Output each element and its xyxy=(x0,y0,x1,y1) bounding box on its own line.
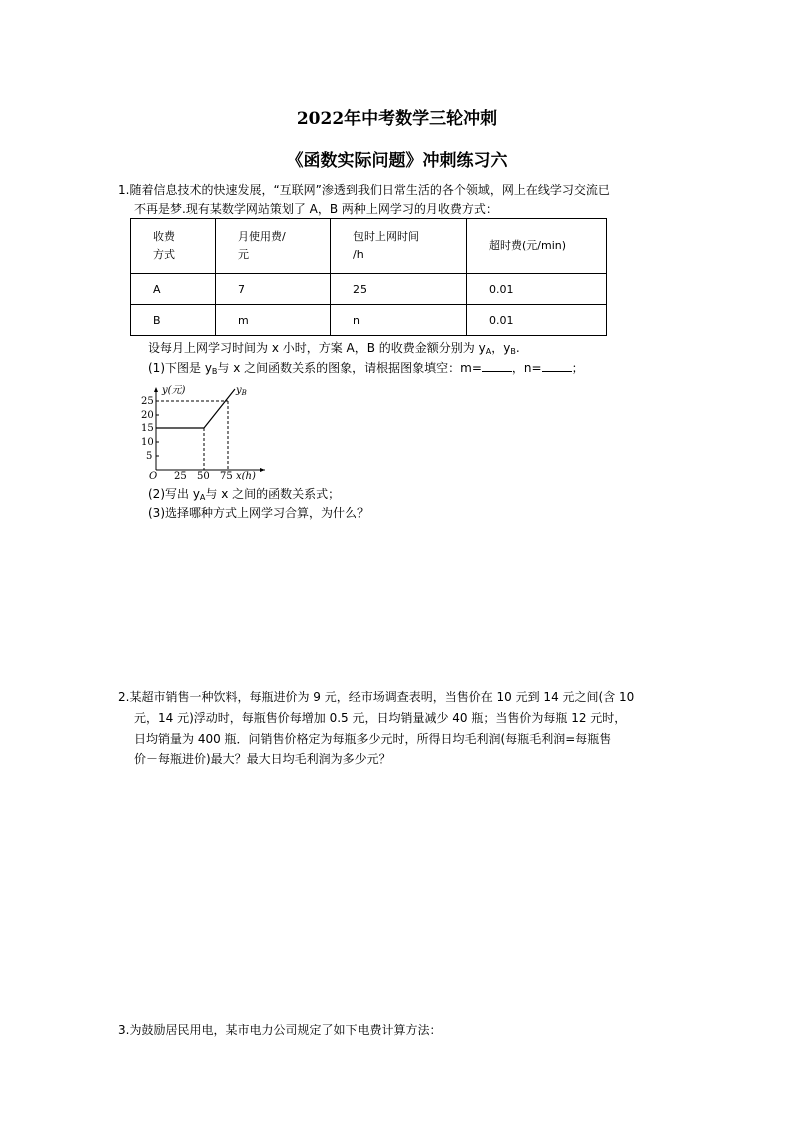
table-cell: m xyxy=(216,305,331,336)
document-subtitle: 《函数实际问题》冲刺练习六 xyxy=(286,151,508,171)
x-axis-label: x(h) xyxy=(236,471,256,480)
table-cell: 7 xyxy=(216,274,331,305)
q2-line4: 价－每瓶进价)最大？最大日均毛利润为多少元？ xyxy=(134,752,391,766)
y-tick-label: 15 xyxy=(141,423,154,434)
q1-setup: 设每月上网学习时间为 x 小时，方案 A，B 的收费金额分别为 $y_A$，$y_B$. xyxy=(148,341,520,356)
table-cell: 0.01 xyxy=(467,274,607,305)
y-tick-label: 5 xyxy=(146,451,153,462)
fee-table xyxy=(130,218,607,336)
table-cell: A xyxy=(131,274,216,305)
answer-blank-n[interactable] xyxy=(542,359,572,372)
table-header-cell: 超时费(元/min) xyxy=(467,219,607,274)
table-cell: n xyxy=(331,305,467,336)
table-row xyxy=(131,305,607,336)
q1-line1: 1.随着信息技术的快速发展，“互联网”渗透到我们日常生活的各个领域，网上在线学习交流已 xyxy=(118,183,610,197)
table-header-row xyxy=(131,219,607,274)
x-tick-label: 25 xyxy=(174,471,187,480)
x-tick-label: 75 xyxy=(220,471,233,480)
table-header-cell: 月使用费/ 元 xyxy=(216,219,331,274)
curve-label: $y_B$ xyxy=(236,385,247,397)
table-row xyxy=(131,274,607,305)
answer-blank-m[interactable] xyxy=(482,359,512,372)
y-tick-label: 10 xyxy=(141,437,154,448)
y-axis-label: y(元) xyxy=(162,385,186,396)
table-cell: B xyxy=(131,305,216,336)
document-title: 2022年中考数学三轮冲刺 xyxy=(296,109,498,129)
origin-label: O xyxy=(149,471,158,480)
q2-line3: 日均销量为 400 瓶．问销售价格定为每瓶多少元时，所得日均毛利润(每瓶毛利润=每瓶售 xyxy=(134,732,612,746)
table-header-cell: 收费 方式 xyxy=(131,219,216,274)
y-tick-label: 20 xyxy=(141,410,154,421)
q2-line1: 2.某超市销售一种饮料，每瓶进价为 9 元，经市场调查表明，当售价在 10 元到 14 元之间(含 10 xyxy=(118,690,635,704)
table-cell: 0.01 xyxy=(467,305,607,336)
q1-part3: (3)选择哪种方式上网学习合算，为什么？ xyxy=(148,506,369,520)
q2-line2: 元，14 元)浮动时，每瓶售价每增加 0.5 元，日均销量减少 40 瓶；当售价为每瓶 12 元时， xyxy=(134,711,627,725)
x-tick-label: 50 xyxy=(197,471,210,480)
q1-part2: (2)写出 $y_A$与 x 之间的函数关系式； xyxy=(148,487,341,502)
table-cell: 25 xyxy=(331,274,467,305)
x-axis-arrow xyxy=(260,468,265,472)
q1-part1: (1)下图是 $y_B$与 x 之间函数关系的图象，请根据图象填空：m= ，n= ； xyxy=(148,361,584,376)
q1-line2: 不再是梦.现有某数学网站策划了 A，B 两种上网学习的月收费方式： xyxy=(134,202,498,216)
y-tick-label: 25 xyxy=(141,396,154,407)
q3-line1: 3.为鼓励居民用电，某市电力公司规定了如下电费计算方法： xyxy=(118,1023,442,1037)
y-axis-arrow xyxy=(154,387,158,392)
yb-function-graph xyxy=(140,384,270,480)
table-header-cell: 包时上网时间 /h xyxy=(331,219,467,274)
